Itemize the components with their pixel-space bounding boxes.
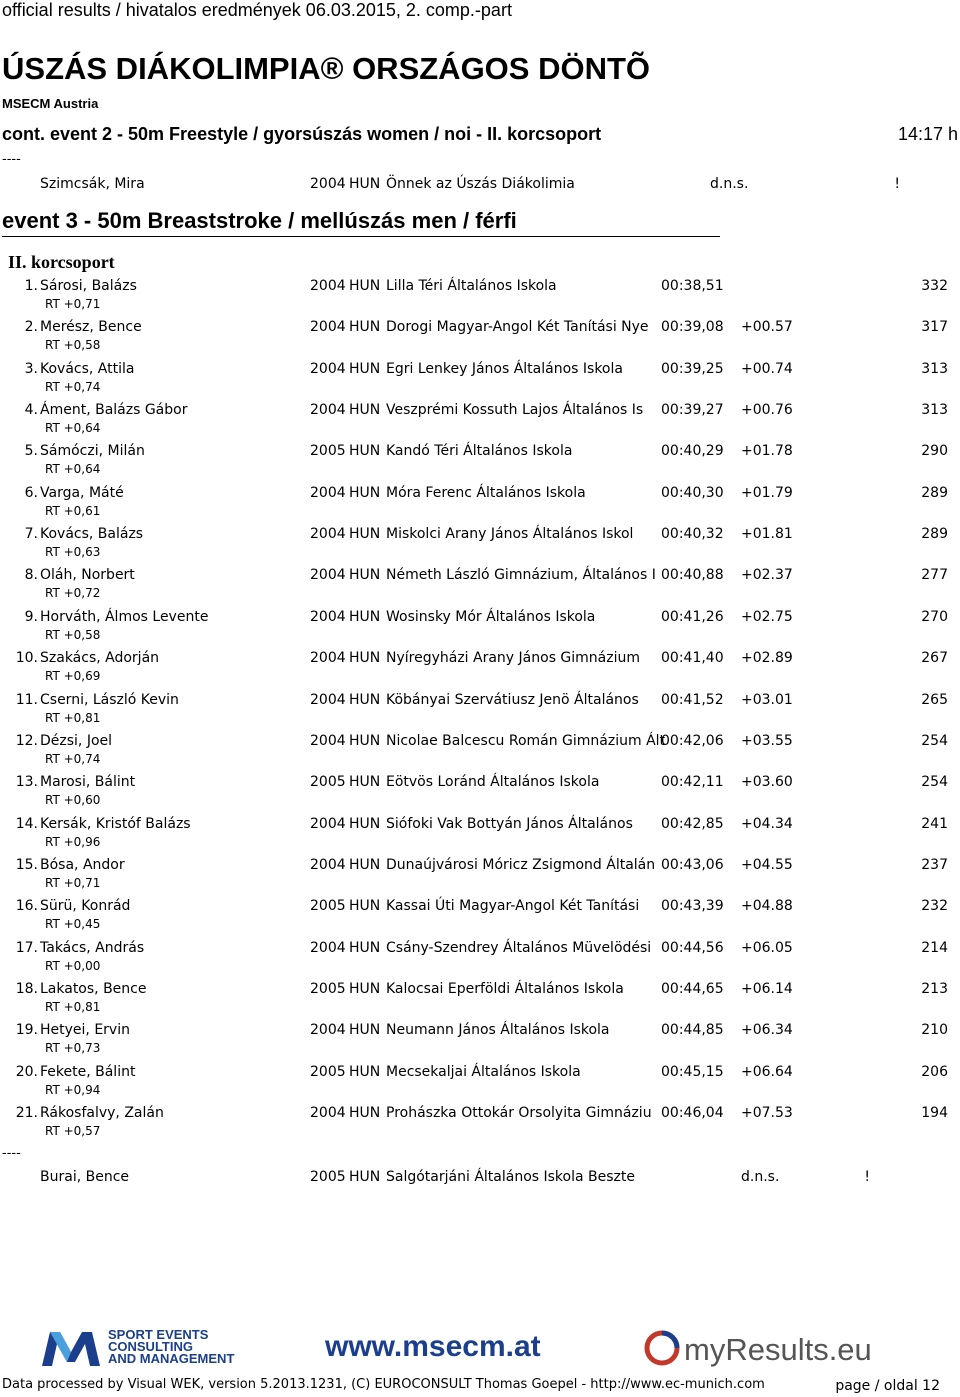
athlete-name: Cserni, László Kevin (40, 691, 179, 708)
nation: HUN (349, 319, 381, 336)
reaction-time: RT +0,96 (45, 834, 101, 849)
birth-year: 2004 (310, 360, 346, 377)
result-row (0, 898, 960, 939)
club: Kalocsai Eperföldi Általános Iskola (386, 980, 624, 997)
points: 254 (921, 732, 948, 749)
place: 5. (24, 443, 38, 460)
swim-time: 00:38,51 (661, 278, 724, 294)
points: 332 (921, 278, 948, 294)
club: Mecsekaljai Általános Iskola (386, 1063, 581, 1080)
athlete-name: Oláh, Norbert (40, 567, 135, 584)
time-behind: +04.88 (741, 898, 793, 915)
sponsor-line-2: CONSULTING (108, 1339, 193, 1354)
swim-time: 00:41,26 (661, 608, 724, 625)
event-title-underline (2, 236, 720, 237)
swim-time: 00:44,56 (661, 939, 724, 956)
time-behind: +00.76 (741, 402, 793, 419)
athlete-name: Sámóczi, Milán (40, 443, 145, 460)
points: 237 (921, 856, 948, 873)
place: 11. (15, 691, 38, 708)
swim-time: 00:42,06 (661, 732, 724, 749)
swim-time: 00:39,27 (661, 402, 724, 419)
club: Csány-Szendrey Általános Müvelödési (386, 939, 652, 956)
nation: HUN (349, 939, 381, 956)
nation: HUN (349, 774, 381, 791)
time-behind: +02.37 (741, 567, 793, 584)
points: 317 (921, 319, 948, 336)
swim-time: 00:41,40 (661, 650, 724, 667)
birth-year: 2004 (310, 939, 346, 956)
reaction-time: RT +0,00 (45, 958, 101, 973)
athlete-name: Kovács, Attila (40, 360, 135, 377)
place: 9. (24, 608, 38, 625)
reaction-time: RT +0,73 (45, 1041, 101, 1056)
time-behind: +04.55 (741, 856, 793, 873)
points: 232 (921, 898, 948, 915)
birth-year: 2005 (310, 443, 346, 460)
reaction-time: RT +0,64 (45, 421, 101, 436)
continued-event-title: cont. event 2 - 50m Freestyle / gyorsúszás women / noi - II. korcsoport (2, 124, 602, 144)
place: 3. (24, 360, 38, 377)
separator-dashes: ---- (2, 152, 21, 167)
swim-time: 00:44,85 (661, 1022, 724, 1039)
nation: HUN (349, 1063, 381, 1080)
athlete-name: Áment, Balázs Gábor (40, 402, 188, 419)
nation: HUN (349, 650, 381, 667)
time-behind: +06.05 (741, 939, 793, 956)
result-row (0, 609, 960, 650)
birth-year: 2004 (310, 526, 346, 543)
place: 12. (15, 732, 38, 749)
reaction-time: RT +0,74 (45, 751, 101, 766)
club: Siófoki Vak Bottyán János Általános (386, 815, 633, 832)
club: Salgótarjáni Általános Iskola Beszte (386, 1169, 635, 1185)
myresults-logo-icon (644, 1328, 884, 1368)
club: Dunaújvárosi Móricz Zsigmond Általán (386, 856, 656, 873)
nation: HUN (349, 526, 381, 543)
result-row (0, 650, 960, 691)
points: 290 (921, 443, 948, 460)
reaction-time: RT +0,63 (45, 545, 101, 560)
swim-time: 00:39,08 (661, 319, 724, 336)
result-row (0, 319, 960, 360)
nation: HUN (349, 567, 381, 584)
birth-year: 2004 (310, 1105, 346, 1121)
points: 214 (921, 939, 948, 956)
swim-time: 00:39,25 (661, 360, 724, 377)
points: 313 (921, 402, 948, 419)
result-row (0, 816, 960, 857)
birth-year: 2004 (310, 608, 346, 625)
footer-logos (0, 1322, 960, 1370)
time-behind: +00.57 (741, 319, 793, 336)
official-results-header: official results / hivatalos eredmények 06.03.2015, 2. comp.-part (2, 0, 512, 20)
place: 10. (15, 650, 38, 667)
club: Wosinsky Mór Általános Iskola (386, 608, 596, 625)
points: 267 (921, 650, 948, 667)
birth-year: 2004 (310, 484, 346, 501)
points: 289 (921, 484, 948, 501)
result-row (0, 981, 960, 1022)
reaction-time: RT +0,45 (45, 917, 101, 932)
place: 14. (15, 815, 38, 832)
reaction-time: RT +0,61 (45, 503, 101, 518)
swim-time: 00:40,29 (661, 443, 724, 460)
result-status: d.n.s. (710, 176, 749, 192)
msecm-logo-icon (40, 1328, 102, 1368)
footer-processed: Data processed by Visual WEK, version 5.2013.1231, (C) EUROCONSULT Thomas Goepel - http://www.ec-munich.com (2, 1377, 765, 1392)
points: 254 (921, 774, 948, 791)
myresults-logo-text: myResults.eu (684, 1332, 872, 1367)
points: 241 (921, 815, 948, 832)
result-row (0, 1064, 960, 1105)
nation: HUN (349, 1022, 381, 1039)
session-time: 14:17 h (897, 124, 958, 144)
place: 2. (24, 319, 38, 336)
place: 20. (15, 1063, 38, 1080)
time-behind: +01.78 (741, 443, 793, 460)
athlete-name: Kersák, Kristóf Balázs (40, 815, 191, 832)
msecm-url: www.msecm.at (325, 1330, 541, 1363)
athlete-name: Sárosi, Balázs (40, 278, 137, 294)
athlete-name: Merész, Bence (40, 319, 142, 336)
result-row (0, 1105, 960, 1146)
club: Lilla Téri Általános Iskola (386, 278, 557, 294)
result-row (0, 278, 960, 319)
club: Kandó Téri Általános Iskola (386, 443, 573, 460)
reaction-time: RT +0,58 (45, 338, 101, 353)
birth-year: 2004 (310, 650, 346, 667)
reaction-time: RT +0,71 (45, 297, 101, 311)
athlete-name: Marosi, Bálint (40, 774, 136, 791)
reaction-time: RT +0,64 (45, 462, 101, 477)
athlete-name: Horváth, Álmos Levente (40, 608, 209, 625)
club: Eötvös Loránd Általános Iskola (386, 774, 600, 791)
birth-year: 2005 (310, 1063, 346, 1080)
points: 206 (921, 1063, 948, 1080)
athlete-name: Bósa, Andor (40, 856, 125, 873)
club: Miskolci Arany János Általános Iskol (386, 526, 634, 543)
athlete-name: Rákosfalvy, Zalán (40, 1105, 164, 1121)
club: Németh László Gimnázium, Általános I (386, 567, 656, 584)
swim-time: 00:46,04 (661, 1105, 724, 1121)
result-row (0, 402, 960, 443)
points: 270 (921, 608, 948, 625)
swim-time: 00:40,30 (661, 484, 724, 501)
birth-year: 2005 (310, 980, 346, 997)
nation: HUN (349, 360, 381, 377)
birth-year: 2004 (310, 278, 346, 294)
swim-time: 00:42,11 (661, 774, 724, 791)
place: 19. (15, 1022, 38, 1039)
club: Prohászka Ottokár Orsolyita Gimnáziu (386, 1105, 652, 1121)
time-behind: +04.34 (741, 815, 793, 832)
time-behind: +07.53 (741, 1105, 793, 1121)
time-behind: +00.74 (741, 360, 793, 377)
reaction-time: RT +0,71 (45, 875, 101, 890)
birth-year: 2005 (310, 898, 346, 915)
reaction-time: RT +0,81 (45, 999, 101, 1014)
result-row (0, 857, 960, 898)
result-row (0, 692, 960, 733)
sponsor-line-3: AND MANAGEMENT (108, 1351, 235, 1366)
club: Móra Ferenc Általános Iskola (386, 484, 586, 501)
nation: HUN (349, 980, 381, 997)
club: Egri Lenkey János Általános Iskola (386, 360, 623, 377)
separator-dashes-dns: ---- (2, 1146, 21, 1161)
result-row (0, 485, 960, 526)
place: 1. (24, 278, 38, 294)
reaction-time: RT +0,74 (45, 379, 101, 394)
points: 277 (921, 567, 948, 584)
club: Köbányai Szervátiusz Jenö Általános (386, 691, 639, 708)
place: 17. (15, 939, 38, 956)
swim-time: 00:42,85 (661, 815, 724, 832)
time-behind: +01.79 (741, 484, 793, 501)
points: 313 (921, 360, 948, 377)
points: 194 (921, 1105, 948, 1121)
swim-time: 00:44,65 (661, 980, 724, 997)
birth-year: 2004 (310, 319, 346, 336)
swim-time: 00:40,32 (661, 526, 724, 543)
points: 289 (921, 526, 948, 543)
place: 4. (24, 402, 38, 419)
birth-year: 2004 (310, 691, 346, 708)
nation: HUN (349, 1105, 381, 1121)
nation: HUN (349, 484, 381, 501)
result-row (0, 526, 960, 567)
athlete-name: Fekete, Bálint (40, 1063, 136, 1080)
athlete-name: Burai, Bence (40, 1169, 130, 1185)
athlete-name: Szakács, Adorján (40, 650, 160, 667)
club: Kassai Úti Magyar-Angol Két Tanítási (386, 898, 640, 915)
result-row (0, 361, 960, 402)
birth-year: 2005 (310, 1169, 346, 1185)
swim-time: 00:40,88 (661, 567, 724, 584)
birth-year: 2004 (310, 402, 346, 419)
swim-time: 00:43,39 (661, 898, 724, 915)
athlete-name: Hetyei, Ervin (40, 1022, 130, 1039)
swim-time: 00:43,06 (661, 856, 724, 873)
club: Nyíregyházi Arany János Gimnázium (386, 650, 641, 667)
time-behind: +06.14 (741, 980, 793, 997)
status-flag: ! (894, 176, 900, 192)
birth-year: 2004 (310, 567, 346, 584)
place: 21. (15, 1105, 38, 1121)
time-behind: +02.75 (741, 608, 793, 625)
page-title: ÚSZÁS DIÁKOLIMPIA® ORSZÁGOS DÖNTÕ (2, 51, 651, 86)
time-behind: +03.55 (741, 732, 793, 749)
birth-year: 2005 (310, 774, 346, 791)
nation: HUN (349, 443, 381, 460)
athlete-name: Dézsi, Joel (40, 732, 113, 749)
nation: HUN (349, 815, 381, 832)
reaction-time: RT +0,81 (45, 710, 101, 725)
venue-label: MSECM Austria (2, 96, 99, 111)
nation: HUN (349, 898, 381, 915)
place: 13. (15, 774, 38, 791)
reaction-time: RT +0,72 (45, 586, 101, 601)
club: Neumann János Általános Iskola (386, 1022, 610, 1039)
swim-time: 00:41,52 (661, 691, 724, 708)
reaction-time: RT +0,94 (45, 1082, 101, 1097)
club: Nicolae Balcescu Román Gimnázium Ált (386, 732, 666, 749)
nation: HUN (349, 176, 381, 192)
athlete-name: Sürü, Konrád (40, 898, 131, 915)
place: 7. (24, 526, 38, 543)
athlete-name: Szimcsák, Mira (40, 176, 145, 192)
athlete-name: Takács, András (40, 939, 145, 956)
birth-year: 2004 (310, 815, 346, 832)
reaction-time: RT +0,60 (45, 793, 101, 808)
page-number: page / oldal 12 (835, 1378, 940, 1394)
athlete-name: Lakatos, Bence (40, 980, 147, 997)
club: Önnek az Úszás Diákolimia (386, 176, 575, 192)
athlete-name: Kovács, Balázs (40, 526, 144, 543)
nation: HUN (349, 402, 381, 419)
result-row (0, 443, 960, 484)
nation: HUN (349, 856, 381, 873)
reaction-time: RT +0,58 (45, 627, 101, 642)
result-row (0, 733, 960, 774)
result-row (0, 1022, 960, 1063)
result-status: d.n.s. (741, 1169, 780, 1185)
time-behind: +01.81 (741, 526, 793, 543)
place: 16. (15, 898, 38, 915)
birth-year: 2004 (310, 856, 346, 873)
time-behind: +03.01 (741, 691, 793, 708)
status-flag: ! (864, 1169, 870, 1185)
nation: HUN (349, 691, 381, 708)
swim-time: 00:45,15 (661, 1063, 724, 1080)
result-row (0, 774, 960, 815)
result-row (0, 567, 960, 608)
club: Dorogi Magyar-Angol Két Tanítási Nye (386, 319, 649, 336)
sponsor-logo-text (108, 1329, 234, 1365)
points: 210 (921, 1022, 948, 1039)
points: 265 (921, 691, 948, 708)
time-behind: +03.60 (741, 774, 793, 791)
place: 8. (24, 567, 38, 584)
place: 18. (15, 980, 38, 997)
result-row (0, 940, 960, 981)
time-behind: +06.34 (741, 1022, 793, 1039)
points: 213 (921, 980, 948, 997)
place: 6. (24, 484, 38, 501)
dns-row (0, 1169, 960, 1210)
place: 15. (15, 856, 38, 873)
nation: HUN (349, 732, 381, 749)
time-behind: +02.89 (741, 650, 793, 667)
birth-year: 2004 (310, 176, 346, 192)
reaction-time: RT +0,69 (45, 669, 101, 684)
event-title: event 3 - 50m Breaststroke / mellúszás men / férfi (2, 208, 517, 233)
time-behind: +06.64 (741, 1063, 793, 1080)
club: Veszprémi Kossuth Lajos Általános Is (386, 402, 644, 419)
reaction-time: RT +0,57 (45, 1124, 101, 1138)
sponsor-line-1: SPORT EVENTS (108, 1327, 209, 1342)
birth-year: 2004 (310, 732, 346, 749)
birth-year: 2004 (310, 1022, 346, 1039)
athlete-name: Varga, Máté (40, 484, 124, 501)
nation: HUN (349, 1169, 381, 1185)
nation: HUN (349, 278, 381, 294)
nation: HUN (349, 608, 381, 625)
age-group-heading: II. korcsoport (8, 252, 115, 272)
